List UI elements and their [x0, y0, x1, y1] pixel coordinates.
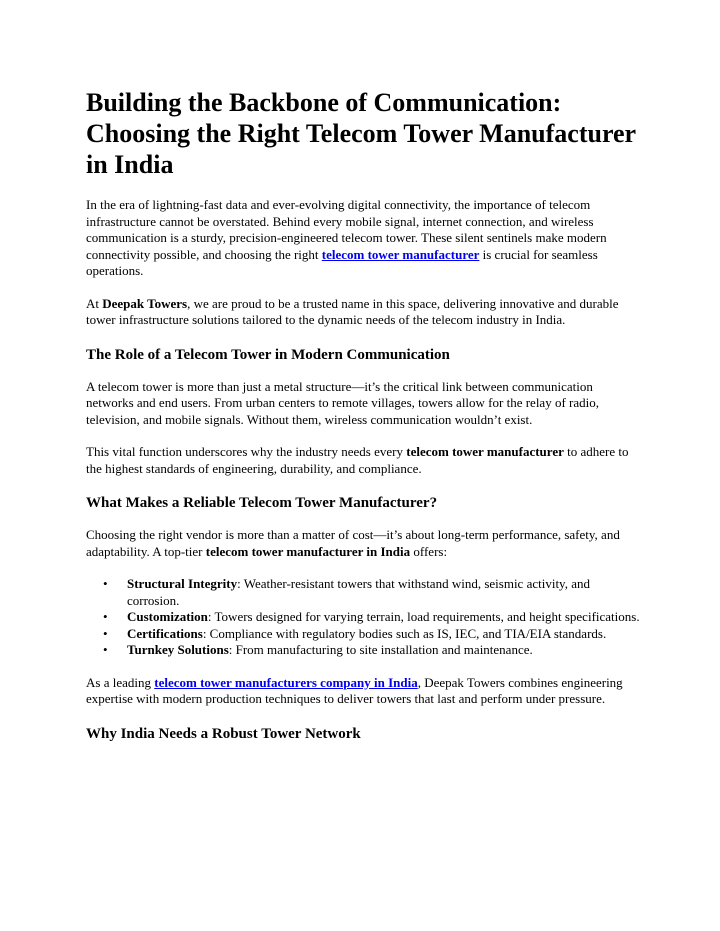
- vendor-paragraph: [86, 527, 642, 560]
- vital-bold-term: telecom tower manufacturer: [406, 444, 564, 459]
- closing-paragraph: [86, 675, 642, 708]
- intro-text-after: is crucial for seamless operations.: [86, 246, 598, 278]
- list-item: [86, 642, 642, 659]
- role-paragraph: A telecom tower is more than just a metal structure—it’s the critical link between communication networks and end users. From urban centers to remote villages, towers allow for the relay of radio, television, and mobile signals. Without them, wireless communication wouldn’t exist.: [86, 378, 599, 427]
- page-title: Building the Backbone of Communication: Choosing the Right Telecom Tower Manufacturer in India: [86, 88, 636, 179]
- section-heading-role: The Role of a Telecom Tower in Modern Communication: [86, 346, 450, 363]
- vendor-bold-term: telecom tower manufacturer in India: [205, 543, 411, 559]
- section-heading-reliable: What Makes a Reliable Telecom Tower Manufacturer?: [86, 495, 438, 511]
- list-item-term: Certifications: [127, 625, 203, 641]
- intro-paragraph: [86, 197, 642, 280]
- features-list: [86, 576, 642, 659]
- vital-text-before: This vital function underscores why the industry needs every: [86, 444, 407, 459]
- list-item: [86, 626, 642, 643]
- section-heading-why-india: Why India Needs a Robust Tower Network: [86, 725, 361, 742]
- vendor-text-after: offers:: [410, 543, 448, 559]
- closing-text-after: , Deepak Towers combines engineering expertise with modern production techniques to deliver towers that last and perform under pressure.: [86, 674, 623, 706]
- company-name: Deepak Towers: [102, 295, 188, 311]
- list-item-desc: : Weather-resistant towers that withstand wind, seismic activity, and corrosion.: [127, 576, 590, 608]
- telecom-tower-manufacturer-link[interactable]: telecom tower manufacturer: [321, 246, 480, 262]
- list-item-term: Turnkey Solutions: [127, 642, 229, 657]
- closing-text-before: As a leading: [86, 674, 155, 690]
- list-item-term: Structural Integrity: [127, 576, 238, 591]
- list-item-term: Customization: [127, 609, 208, 624]
- document-body: [86, 87, 642, 743]
- vital-text-after: to adhere to the highest standards of engineering, durability, and compliance.: [86, 444, 629, 476]
- vital-function-paragraph: [86, 444, 642, 477]
- vendor-text-before: Choosing the right vendor is more than a matter of cost—it’s about long-term performance, safety, and adaptability. A top-tier: [86, 527, 620, 559]
- list-item-desc: : Compliance with regulatory bodies such as IS, IEC, and TIA/EIA standards.: [202, 625, 607, 641]
- about-prefix: At: [86, 295, 103, 311]
- about-paragraph: [86, 296, 642, 329]
- list-item: [86, 609, 642, 626]
- list-item-desc: : From manufacturing to site installation and maintenance.: [228, 642, 533, 657]
- intro-text-before: In the era of lightning-fast data and ever-evolving digital connectivity, the importance of telecom infrastructure cannot be overstated. Behind every mobile signal, internet connection, and wireless communication is a sturdy, precision-engineered telecom tower. These silent sentinels make modern connectivity possible, and choosing the right: [86, 197, 607, 262]
- about-suffix: , we are proud to be a trusted name in this space, delivering innovative and durable tower infrastructure solutions tailored to the dynamic needs of the telecom industry in India.: [86, 295, 619, 327]
- list-item-desc: : Towers designed for varying terrain, load requirements, and height specifications.: [207, 609, 640, 624]
- manufacturers-company-link[interactable]: telecom tower manufacturers company in India: [154, 674, 418, 690]
- list-item: [86, 576, 642, 609]
